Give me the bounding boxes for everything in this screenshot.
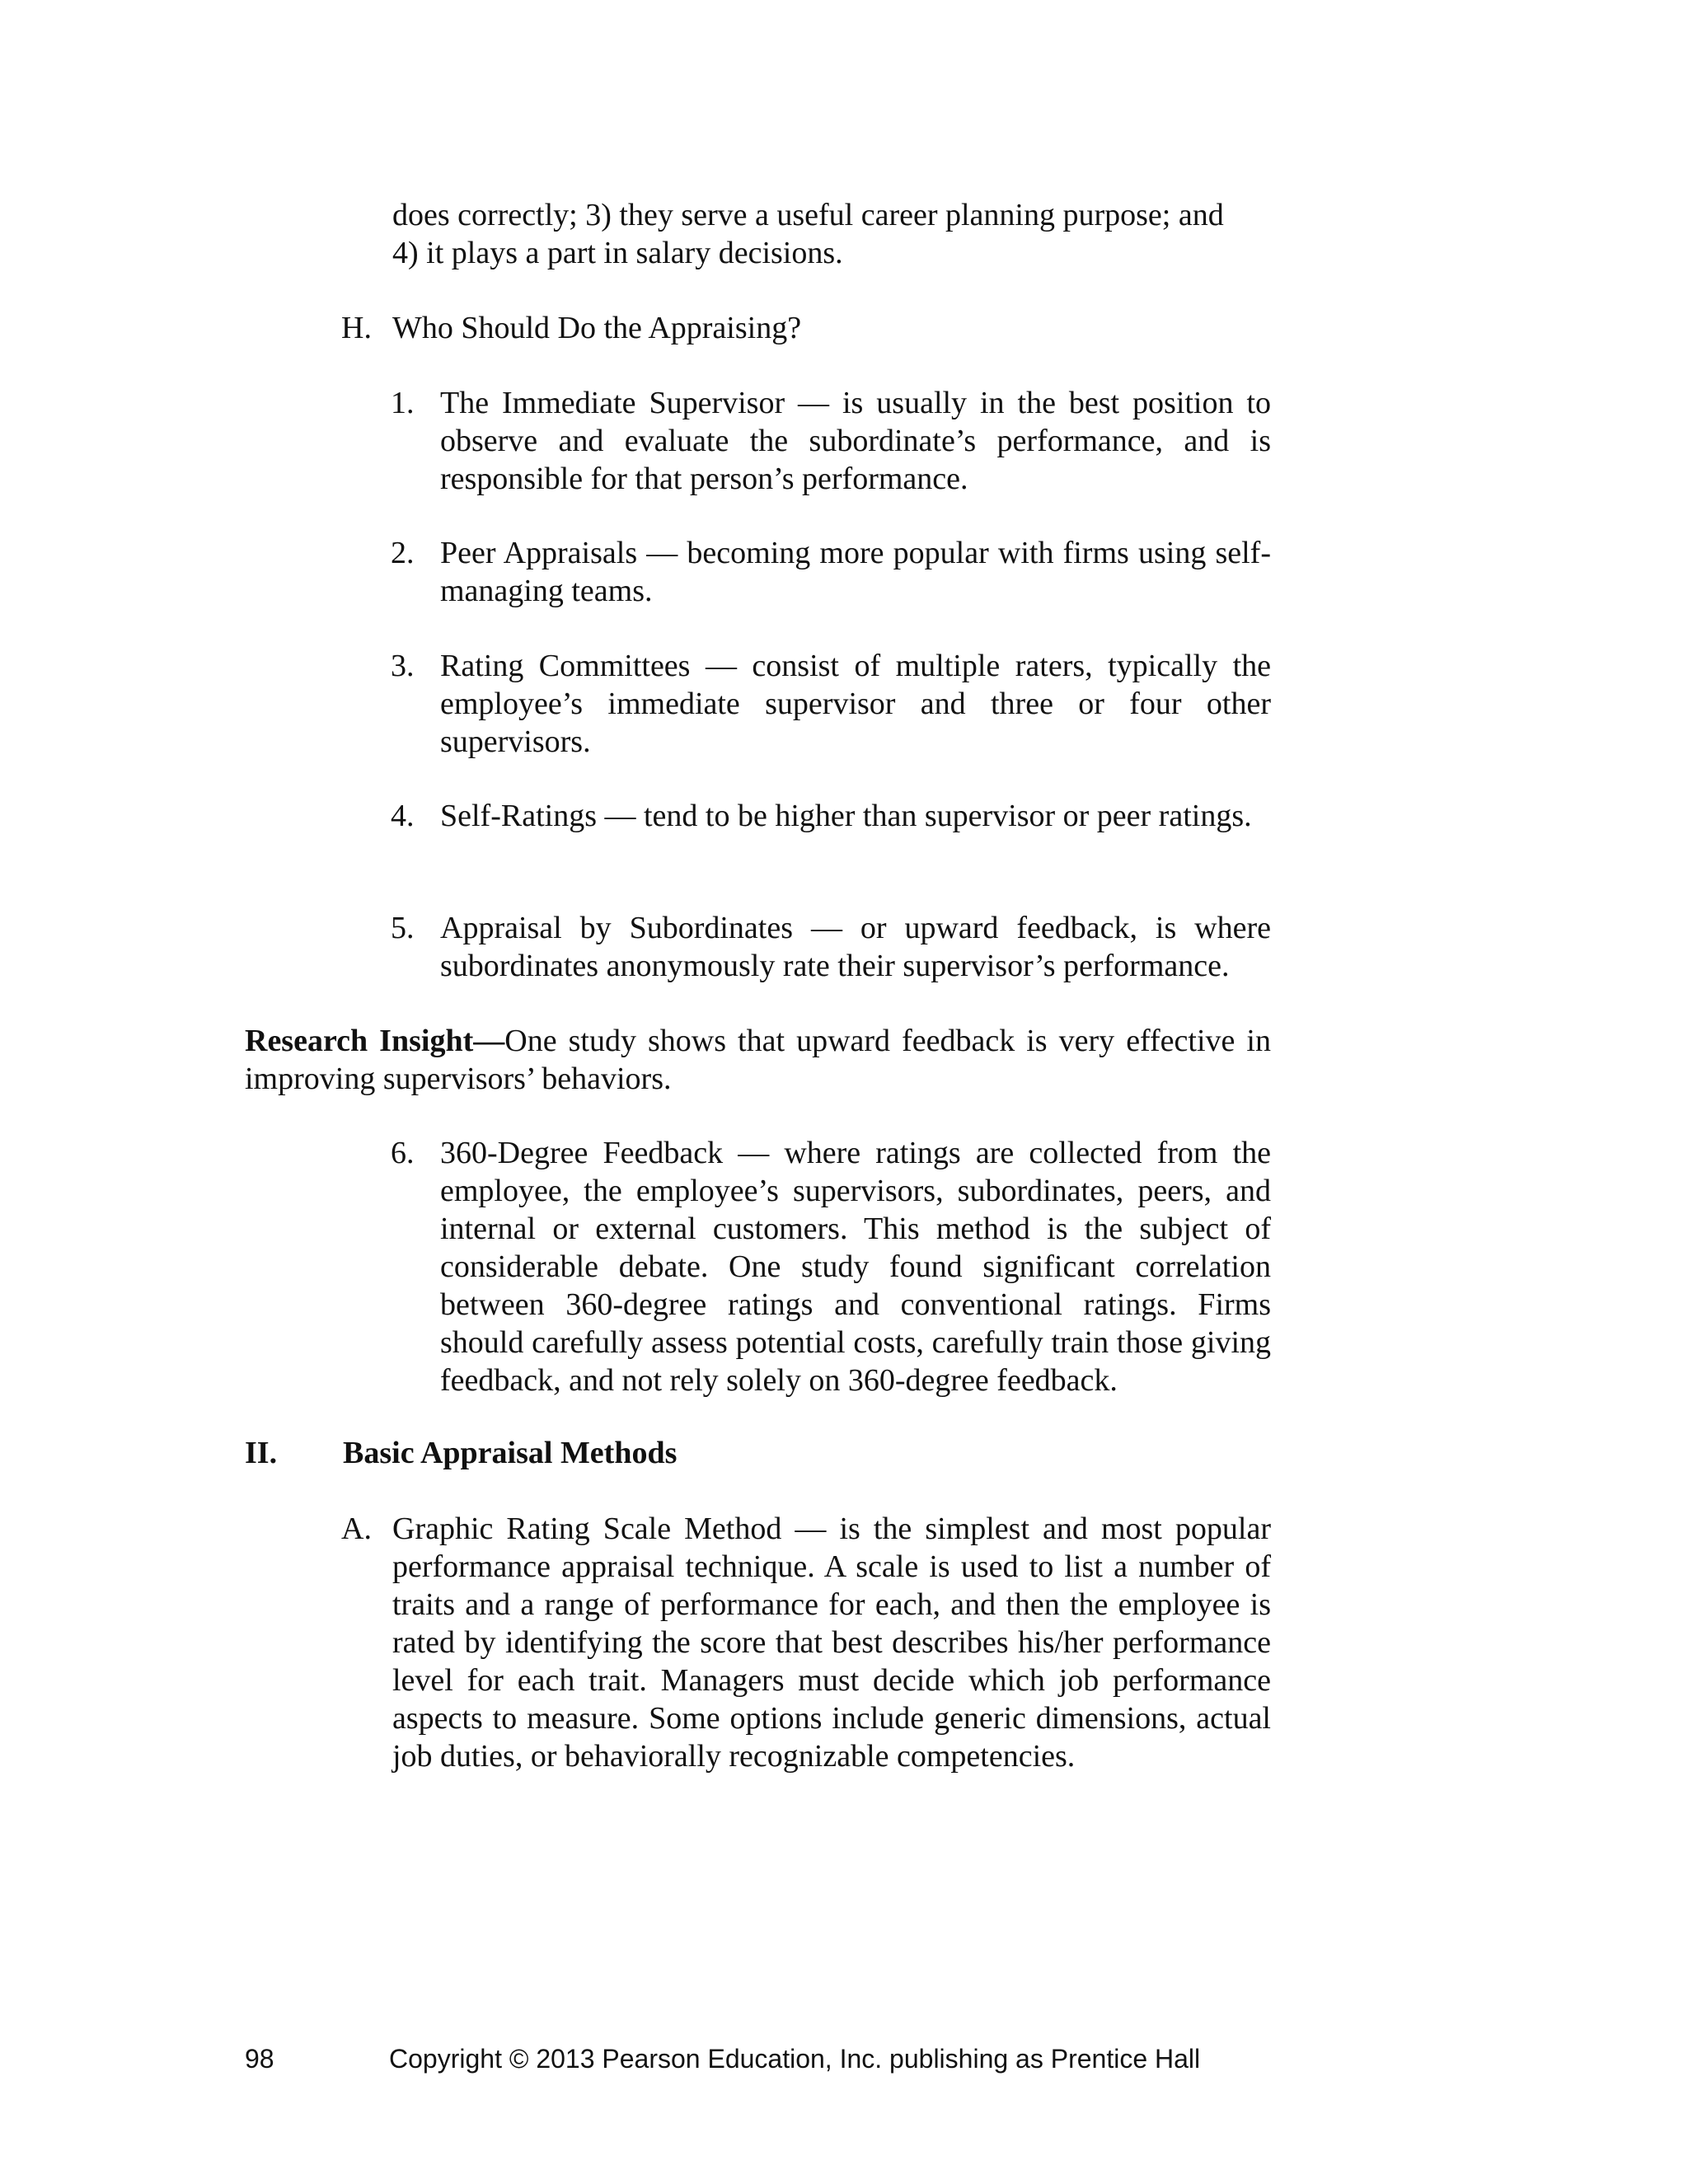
section-ii-title: Basic Appraisal Methods xyxy=(343,1436,678,1470)
research-insight-label: Research Insight— xyxy=(245,1024,505,1058)
item-5-text: Appraisal by Subordinates — or upward feedback, is where subordinates anonymously rate their supervisor’s performance. xyxy=(440,911,1271,983)
item-3-text: Rating Committees — consist of multiple raters, typically the employee’s immediate supervisor and three or four other supervisors. xyxy=(440,649,1271,759)
research-insight-paragraph xyxy=(245,1022,1271,1098)
item-6-text: 360-Degree Feedback — where ratings are collected from the employee, the employee’s supervisors, subordinates, peers, and internal or external customers. This method is the subject of considerable debate. One study found significant correlation between 360-degree ratings and conventional ratings. Firms should carefully assess potential costs, carefully train those giving feedback, and not rely solely on 360-degree feedback. xyxy=(440,1136,1271,1398)
item-2-text: Peer Appraisals — becoming more popular with firms using self-managing teams. xyxy=(440,536,1271,608)
intro-line-2: 4) it plays a part in salary decisions. xyxy=(392,236,843,270)
section-h-marker: H. xyxy=(341,311,372,345)
section-ii-marker: II. xyxy=(245,1436,278,1470)
item-5-marker: 5. xyxy=(391,911,415,945)
intro-paragraph xyxy=(392,196,1271,272)
item-a-marker: A. xyxy=(341,1511,372,1546)
research-insight-text: One study shows that upward feedback is very effective in improving supervisors’ behaviors. xyxy=(245,1024,1271,1096)
item-2-marker: 2. xyxy=(391,536,415,570)
item-a-text: Graphic Rating Scale Method — is the simplest and most popular performance appraisal technique. A scale is used to list a number of traits and a range of performance for each, and then the employee is rated by identifying the score that best describes his/her performance level for each trait. Managers must decide which job performance aspects to measure. Some options include generic dimensions, actual job duties, or behaviorally recognizable competencies. xyxy=(392,1511,1271,1774)
item-4-marker: 4. xyxy=(391,799,415,833)
page-number: 98 xyxy=(245,2044,274,2074)
item-1-text: The Immediate Supervisor — is usually in the best position to observe and evaluate the subordinate’s performance, and is responsible for that person’s performance. xyxy=(440,386,1271,496)
item-3-marker: 3. xyxy=(391,649,415,683)
copyright-notice: Copyright © 2013 Pearson Education, Inc. publishing as Prentice Hall xyxy=(389,2044,1201,2074)
intro-line-1: does correctly; 3) they serve a useful career planning purpose; and xyxy=(392,198,1224,232)
item-4-text: Self-Ratings — tend to be higher than supervisor or peer ratings. xyxy=(440,799,1252,833)
item-1-marker: 1. xyxy=(391,386,415,420)
item-6-marker: 6. xyxy=(391,1136,415,1170)
section-h-title: Who Should Do the Appraising? xyxy=(392,311,802,345)
